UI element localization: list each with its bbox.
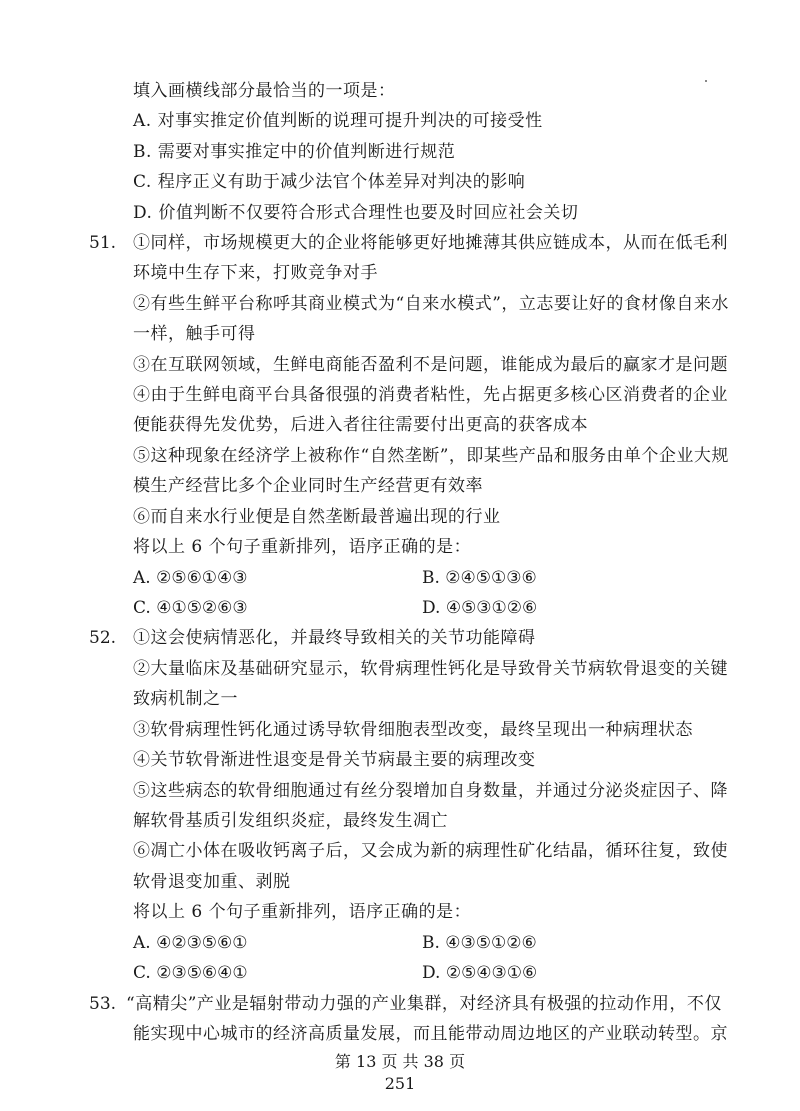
q52-option-c: C. ②③⑤⑥④① <box>133 963 248 983</box>
q51-line: 环境中生存下来，打败竞争对手 <box>133 263 378 283</box>
q51-line: ⑥而自来水行业便是自然垄断最普遍出现的行业 <box>133 507 501 527</box>
q51-line: ①同样，市场规模更大的企业将能够更好地摊薄其供应链成本，从而在低毛利 <box>133 233 728 253</box>
q51-option-a: A. ②⑤⑥①④③ <box>133 568 248 588</box>
page-number: 251 <box>384 1074 416 1093</box>
page-count-label: 第 13 页 共 38 页 <box>334 1052 466 1071</box>
q52-option-a: A. ④②③⑤⑥① <box>133 933 248 953</box>
q51-prompt: 将以上 6 个句子重新排列，语序正确的是： <box>133 537 472 557</box>
scan-speck <box>705 80 707 82</box>
q51-line: 便能获得先发优势，后进入者往往需要付出更高的获客成本 <box>133 415 588 435</box>
q51-line: 模生产经营比多个企业同时生产经营更有效率 <box>133 476 483 496</box>
q52-prompt: 将以上 6 个句子重新排列，语序正确的是： <box>133 902 472 922</box>
q52-line: ⑥凋亡小体在吸收钙离子后，又会成为新的病理性矿化结晶，循环往复，致使 <box>133 841 728 861</box>
q51-line: ③在互联网领域，生鲜电商能否盈利不是问题，谁能成为最后的赢家才是问题 <box>133 355 728 375</box>
q52-line: ④关节软骨渐进性退变是骨关节病最主要的病理改变 <box>133 750 536 770</box>
q52-line: ②大量临床及基础研究显示，软骨病理性钙化是导致骨关节病软骨退变的关键 <box>133 659 728 679</box>
question-number-52: 52. <box>89 628 117 648</box>
q52-line: 致病机制之一 <box>133 689 238 709</box>
option-c: C. 程序正义有助于减少法官个体差异对判决的影响 <box>133 172 526 192</box>
q51-line: 一样，触手可得 <box>133 324 256 344</box>
q51-line: ④由于生鲜电商平台具备很强的消费者粘性，先占据更多核心区消费者的企业 <box>133 385 728 405</box>
q53-line: “高精尖”产业是辐射带动力强的产业集群，对经济具有极强的拉动作用，不仅 <box>126 994 722 1014</box>
option-a: A. 对事实推定价值判断的说理可提升判决的可接受性 <box>133 111 543 131</box>
option-b: B. 需要对事实推定中的价值判断进行规范 <box>133 142 456 162</box>
q51-line: ②有些生鲜平台称呼其商业模式为“自来水模式”，立志要让好的食材像自来水 <box>133 294 729 314</box>
q52-line: ①这会使病情恶化，并最终导致相关的关节功能障碍 <box>133 628 536 648</box>
q52-option-b: B. ④③⑤①②⑥ <box>422 933 537 953</box>
q51-line: ⑤这种现象在经济学上被称作“自然垄断”，即某些产品和服务由单个企业大规 <box>133 446 729 466</box>
question-number-53: 53. <box>89 994 117 1014</box>
q52-option-d: D. ②⑤④③①⑥ <box>422 963 538 983</box>
q51-option-b: B. ②④⑤①③⑥ <box>422 568 537 588</box>
q52-line: 软骨退变加重、剥脱 <box>133 872 291 892</box>
q52-line: ③软骨病理性钙化通过诱导软骨细胞表型改变，最终呈现出一种病理状态 <box>133 720 693 740</box>
q53-line: 能实现中心城市的经济高质量发展，而且能带动周边地区的产业联动转型。京 <box>133 1024 728 1044</box>
question-stem-end: 填入画横线部分最恰当的一项是： <box>133 81 396 101</box>
q51-option-c: C. ④①⑤②⑥③ <box>133 598 248 618</box>
q52-line: 解软骨基质引发组织炎症，最终发生凋亡 <box>133 811 448 831</box>
option-d: D. 价值判断不仅要符合形式合理性也要及时回应社会关切 <box>133 203 579 223</box>
q51-option-d: D. ④⑤③①②⑥ <box>422 598 538 618</box>
question-number-51: 51. <box>89 233 117 253</box>
q52-line: ⑤这些病态的软骨细胞通过有丝分裂增加自身数量，并通过分泌炎症因子、降 <box>133 781 728 801</box>
